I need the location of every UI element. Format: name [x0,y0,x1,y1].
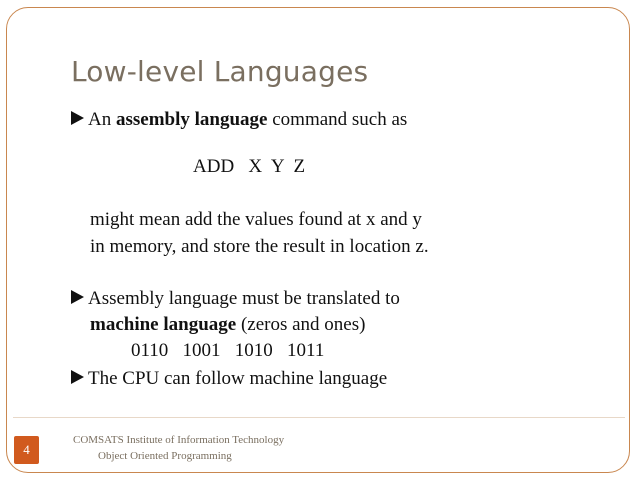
bullet-arrow-icon [71,111,84,125]
bullet3-text: The CPU can follow machine language [88,368,388,389]
bullet2-line1: Assembly language must be translated to [88,288,400,309]
bullet-arrow-icon [71,370,84,384]
bullet-translate [71,288,400,310]
bullet1-suffix: command such as [267,109,408,130]
bullet-arrow-icon [71,290,84,304]
footer-divider [13,417,625,418]
footer-institute: COMSATS Institute of Information Technology [73,434,285,446]
bullet2-line2 [90,314,365,336]
bullet2-bold: machine language [90,314,237,335]
slide-number-badge: 4 [14,436,39,464]
bullet2-suffix: (zeros and ones) [236,314,366,335]
explanation-line-1: might mean add the values found at x and y [90,209,422,230]
binary-values: 0110 1001 1010 1011 [131,340,325,361]
slide-title: Low-level Languages [71,55,369,88]
footer-course: Object Oriented Programming [98,450,232,462]
bullet-assembly [71,109,407,131]
assembly-command: ADD X Y Z [193,156,306,177]
bullet-cpu [71,368,387,390]
bullet1-bold: assembly language [115,109,268,130]
bullet1-prefix: An [88,109,116,130]
explanation-line-2: in memory, and store the result in location z. [90,236,429,257]
